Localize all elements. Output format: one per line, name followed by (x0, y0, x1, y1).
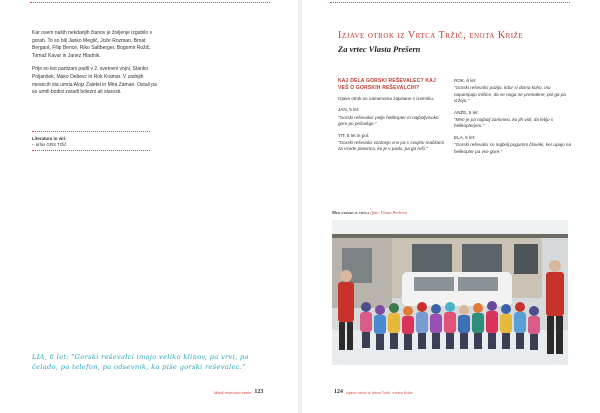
child-name: ROK, 6 let: (454, 78, 477, 83)
child-name: TIT, 5 let in pol: (338, 132, 370, 138)
sources-text: – arhiv GRS Tržič (32, 142, 67, 147)
right-column (454, 78, 572, 160)
running-title: Izjave otrok iz Vrtca Tržič, enota Križe (346, 389, 413, 395)
child-name: ANŽE, 5 let: (454, 109, 479, 115)
sources (32, 136, 150, 148)
column-text: Izjave otrok so namenoma zapisane v izvirniku. (338, 96, 435, 101)
child-statement: "Gorski reševalec pelje helikopter in najboljvisoko gore po pečaduje." (338, 114, 439, 127)
child-name: ELA, 5 let: (454, 134, 476, 140)
right-footer (334, 389, 413, 395)
page-title: Izjave otrok iz Vrtca Tržič, enota Križe (338, 30, 524, 41)
child-statement: "Gorski reševalci so najbolj pogumni človeki, ker upajo na helikopter pa vse gore." (454, 142, 572, 154)
page-number: 124 (334, 389, 343, 395)
left-page (0, 0, 298, 413)
sources-label: Literatura in viri: (32, 136, 67, 141)
child-statement: "Gorski reševalci vzamejo vrvi pa s svojimi mačkami za vsede planinca, ko je v padu, pa ga reši." (338, 140, 445, 152)
caption-credit: (foto: Vlasta Prešern) (370, 210, 407, 215)
left-body-text (32, 30, 162, 103)
child-statement: "Gorski reševalci pazijo, kdor si doma koho, mu napumpajo mišice, da se noga ne premakne, pol ga pa vržejo." (454, 85, 566, 104)
paragraph: Prije so kot partizani padli v 2. svetovni vojni, Stanko Poljanšek, Mako Debevc in Rok Kramar. V zadnjih mesecih sta umrla Alojz Zaletel in Mira Zaman. Ostali pa so umrli bodisi zaradi bolezni ali starosti. (32, 66, 157, 96)
top-dotted-rule (30, 2, 270, 3)
child-name: JAN, 5 let: (338, 107, 360, 113)
page-number: 123 (254, 389, 264, 395)
child-quote: LIA, 6 let: "Gorski reševalci imajo veliko klinov, pa vrvi, pa čelado, pa telefon, pa odsevnik, ka piše gorski reševalec." (32, 353, 249, 371)
right-page (302, 0, 600, 413)
top-dotted-rule (330, 2, 570, 3)
left-footer (214, 389, 263, 395)
group-photo-illustration (332, 220, 568, 365)
caption-label: Med otroki iz vrtca (332, 210, 370, 215)
child-statement: "Men je pa najbolj zanimivo, ko jih vidi, da letijo s helikopterjem." (454, 117, 554, 129)
running-title: Mladi reševalci strele (214, 389, 252, 395)
photo-caption (332, 210, 407, 215)
left-column (338, 78, 446, 158)
paragraph: Kar osem naših nekdanjih članov je življenje izgubilo v gorah. To so bili Janko Meglič, Jože Rozman, Brnat Bergant, Filip Bence, Riko Saltberger, Bogomir Rožič, Tomaž Kavar in Janez Hladnik. (32, 30, 153, 59)
question-heading: KAJ DELA GORSKI REŠEVALEC? KAJ VEŠ O GORSKIH REŠEVALCIH? (338, 78, 436, 91)
page-subtitle: Za vrtec Vlasta Prešern (338, 44, 421, 54)
section-rule (32, 150, 150, 151)
group-photo (332, 220, 568, 365)
section-rule (32, 131, 150, 132)
